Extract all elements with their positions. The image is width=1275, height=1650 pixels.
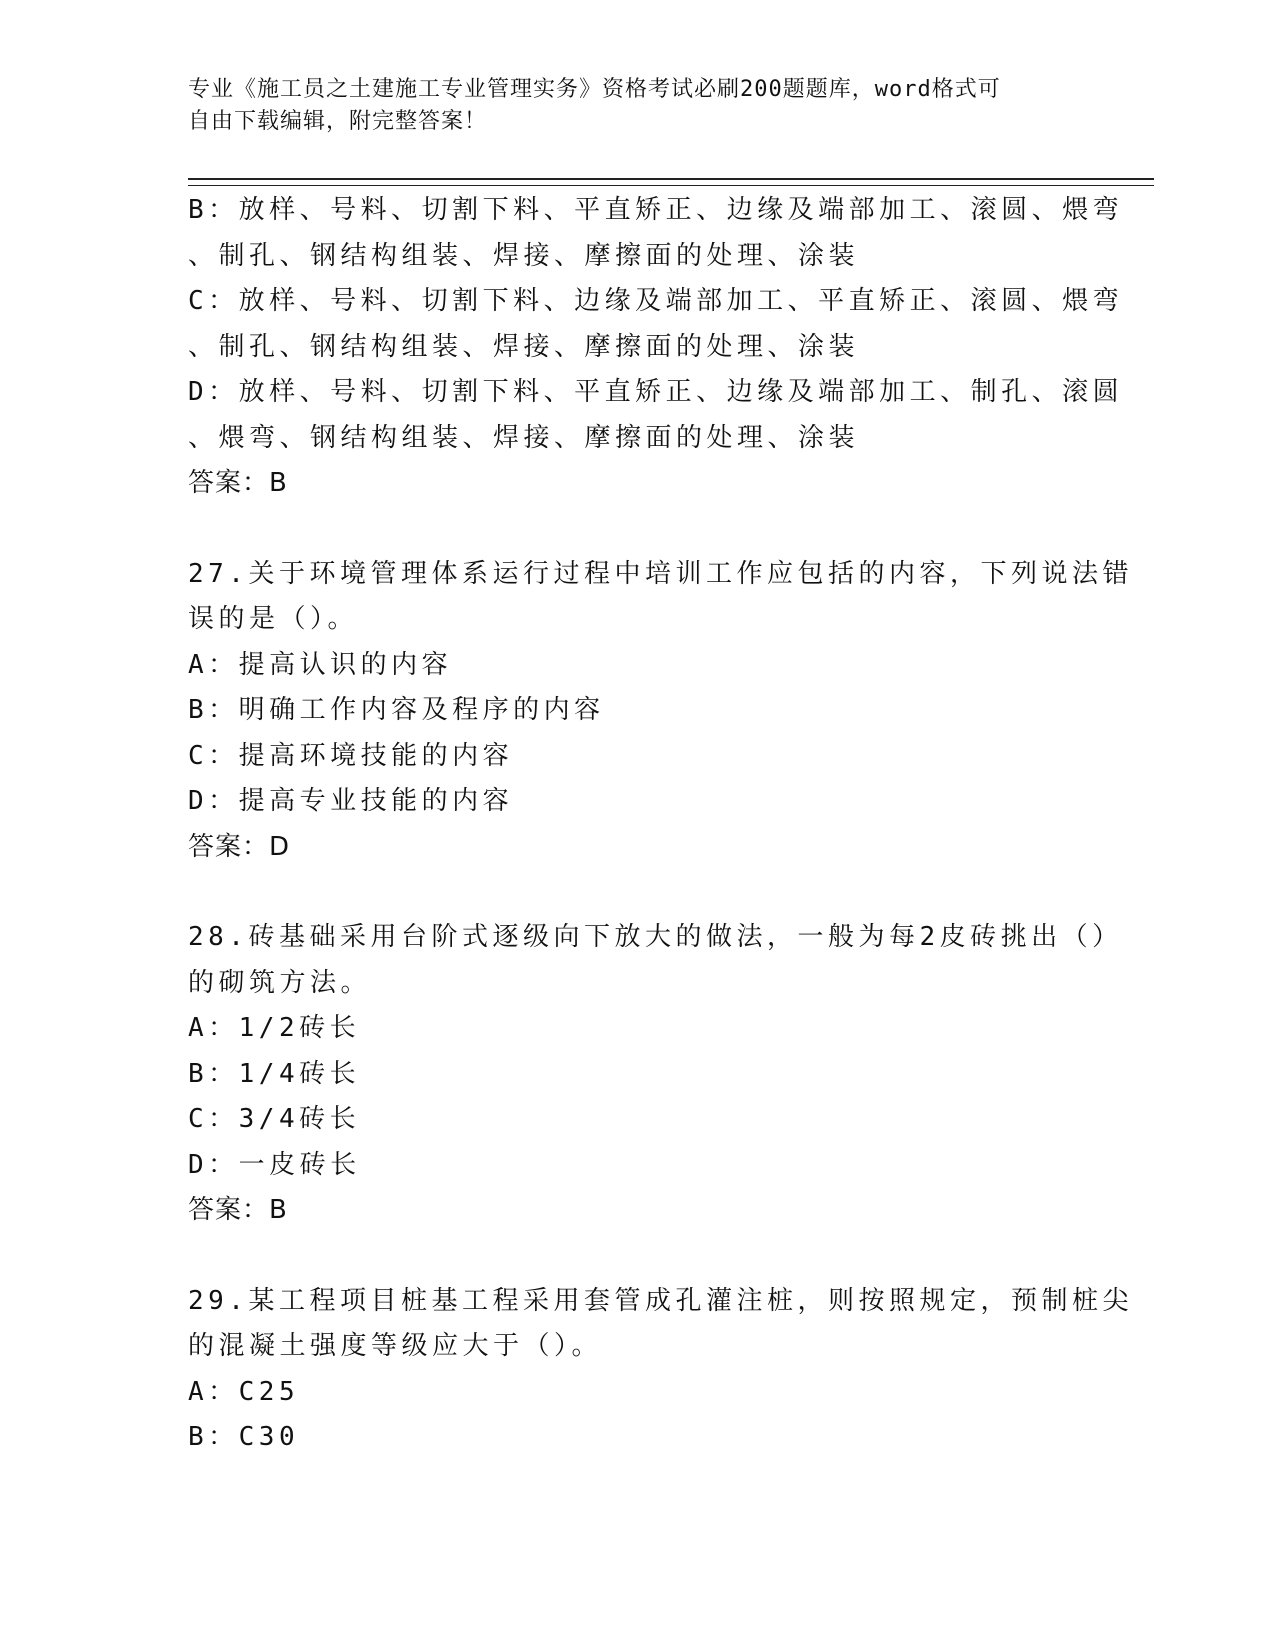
option-c: C：3/4砖长 bbox=[188, 1104, 361, 1134]
option-a: A：1/2砖长 bbox=[188, 1013, 361, 1043]
option-b: B：明确工作内容及程序的内容 bbox=[188, 695, 605, 725]
option-d: D：提高专业技能的内容 bbox=[188, 786, 514, 816]
option-b-line-2: 、制孔、钢结构组装、焊接、摩擦面的处理、涂装 bbox=[188, 240, 860, 271]
question-28 bbox=[188, 915, 1123, 1234]
header-title-line-2: 自由下载编辑，附完整答案！ bbox=[188, 109, 488, 134]
option-c: C：提高环境技能的内容 bbox=[188, 740, 514, 771]
option-b: B：1/4砖长 bbox=[188, 1058, 361, 1089]
question-stem-line-1: 27.关于环境管理体系运行过程中培训工作应包括的内容，下列说法错 bbox=[188, 558, 1133, 589]
spacer bbox=[188, 870, 1088, 915]
question-stem-line-2: 误的是（）。 bbox=[188, 604, 359, 634]
option-c-line-1: C：放样、号料、切割下料、边缘及端部加工、平直矫正、滚圆、煨弯 bbox=[188, 286, 1124, 316]
question-stem-line-2: 的混凝土强度等级应大于（）。 bbox=[188, 1331, 603, 1361]
answer: 答案：D bbox=[188, 831, 291, 862]
page-header bbox=[188, 74, 1068, 138]
option-b: B：C30 bbox=[188, 1422, 300, 1452]
question-stem-line-1: 29.某工程项目桩基工程采用套管成孔灌注桩，则按照规定，预制桩尖 bbox=[188, 1285, 1133, 1316]
answer: 答案：B bbox=[188, 468, 288, 498]
spacer bbox=[188, 1234, 1088, 1279]
question-29 bbox=[188, 1279, 1133, 1461]
option-d-line-2: 、煨弯、钢结构组装、焊接、摩擦面的处理、涂装 bbox=[188, 422, 860, 453]
option-d: D：一皮砖长 bbox=[188, 1149, 361, 1180]
option-a: A：C25 bbox=[188, 1376, 300, 1407]
option-b-line-1: B：放样、号料、切割下料、平直矫正、边缘及端部加工、滚圆、煨弯 bbox=[188, 195, 1124, 225]
question-stem-line-2: 的砌筑方法。 bbox=[188, 967, 372, 998]
spacer bbox=[188, 507, 1088, 552]
question-stem-line-1: 28.砖基础采用台阶式逐级向下放大的做法，一般为每2皮砖挑出（） bbox=[188, 922, 1123, 952]
question-27 bbox=[188, 552, 1133, 871]
option-d-line-1: D：放样、号料、切割下料、平直矫正、边缘及端部加工、制孔、滚圆 bbox=[188, 377, 1124, 407]
question-list bbox=[188, 188, 1133, 1461]
header-title-line-1: 专业《施工员之土建施工专业管理实务》资格考试必刷200题题库，word格式可 bbox=[188, 77, 1001, 102]
answer: 答案：B bbox=[188, 1195, 288, 1225]
option-c-line-2: 、制孔、钢结构组装、焊接、摩擦面的处理、涂装 bbox=[188, 331, 860, 362]
question-26 bbox=[188, 188, 1124, 507]
option-a: A：提高认识的内容 bbox=[188, 649, 453, 680]
header-divider bbox=[188, 178, 1154, 186]
